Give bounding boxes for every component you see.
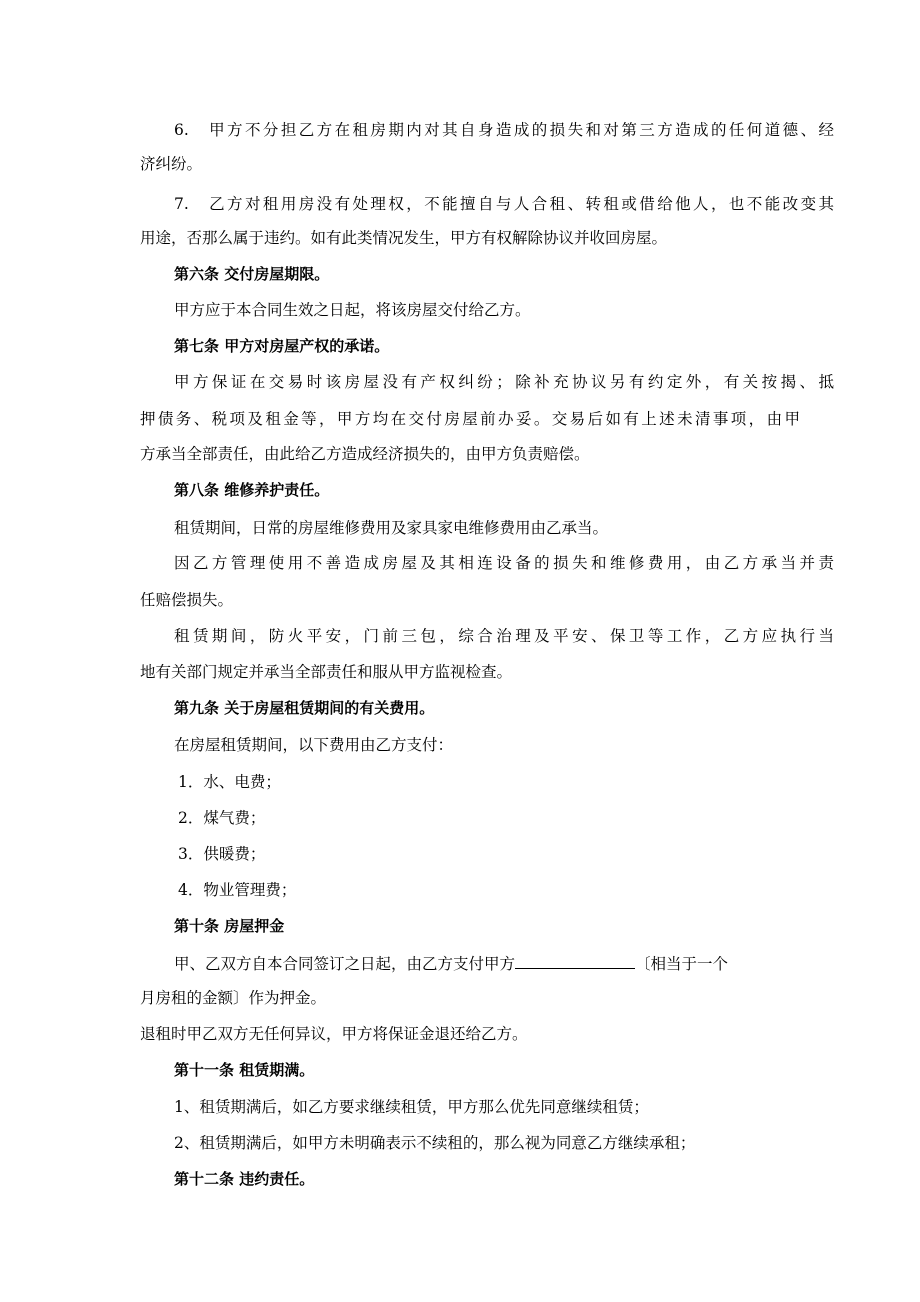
clause-item-6-line-1: 6. 甲方不分担乙方在租房期内对其自身造成的损失和对第三方造成的任何道德、经 [174,121,834,139]
article-10-line-3: 退租时甲乙双方无任何异议，甲方将保证金退还给乙方。 [140,1025,528,1043]
article-10-heading: 第十条 房屋押金 [174,917,285,935]
deposit-text-before: 甲、乙双方自本合同签订之日起，由乙方支付甲方 [174,955,516,973]
article-8-line-2: 因乙方管理使用不善造成房屋及其相连设备的损失和维修费用，由乙方承当并责 [174,554,834,572]
article-11-line-1: 1、租赁期满后，如乙方要求继续租赁，甲方那么优先同意继续租赁； [174,1098,649,1116]
article-10-line-1 [174,953,834,974]
article-9-paragraph: 在房屋租赁期间，以下费用由乙方支付： [174,736,454,754]
article-8-line-5: 地有关部门规定并承当全部责任和服从甲方监视检查。 [140,663,513,681]
clause-item-7-line-2: 用途，否那么属于违约。如有此类情况发生，甲方有权解除协议并收回房屋。 [140,229,668,247]
clause-item-6-line-2: 济纠纷。 [140,155,203,173]
article-6-heading: 第六条 交付房屋期限。 [174,265,330,283]
fee-list-item: 2．煤气费； [178,809,266,827]
fee-list-item: 3．供暖费； [178,845,266,863]
article-8-line-4: 租赁期间，防火平安，门前三包，综合治理及平安、保卫等工作，乙方应执行当 [174,627,834,645]
article-11-line-2: 2、租赁期满后，如甲方未明确表示不续租的，那么视为同意乙方继续承租； [174,1134,696,1152]
article-10-line-2: 月房租的金额〕作为押金。 [140,989,327,1007]
deposit-text-after: 〔相当于一个 [635,955,729,973]
clause-item-7-line-1: 7. 乙方对租用房没有处理权，不能擅自与人合租、转租或借给他人，也不能改变其 [174,195,834,213]
fee-list-item: 1．水、电费； [178,773,281,791]
article-7-line-3: 方承当全部责任，由此给乙方造成经济损失的，由甲方负责赔偿。 [140,445,590,463]
article-7-line-2: 押债务、税项及租金等，甲方均在交付房屋前办妥。交易后如有上述未清事项，由甲 [140,410,800,428]
article-9-heading: 第九条 关于房屋租赁期间的有关费用。 [174,699,435,717]
article-12-heading: 第十二条 违约责任。 [174,1170,315,1188]
article-8-line-1: 租赁期间，日常的房屋维修费用及家具家电维修费用由乙承当。 [174,519,609,537]
article-7-heading: 第七条 甲方对房屋产权的承诺。 [174,337,390,355]
deposit-amount-blank [515,953,635,969]
fee-list-item: 4．物业管理费； [178,881,297,899]
article-11-heading: 第十一条 租赁期满。 [174,1061,315,1079]
article-8-heading: 第八条 维修养护责任。 [174,481,330,499]
article-8-line-3: 任赔偿损失。 [140,591,234,609]
article-7-line-1: 甲方保证在交易时该房屋没有产权纠纷；除补充协议另有约定外，有关按揭、抵 [174,373,834,391]
article-6-paragraph: 甲方应于本合同生效之日起，将该房屋交付给乙方。 [174,301,531,319]
